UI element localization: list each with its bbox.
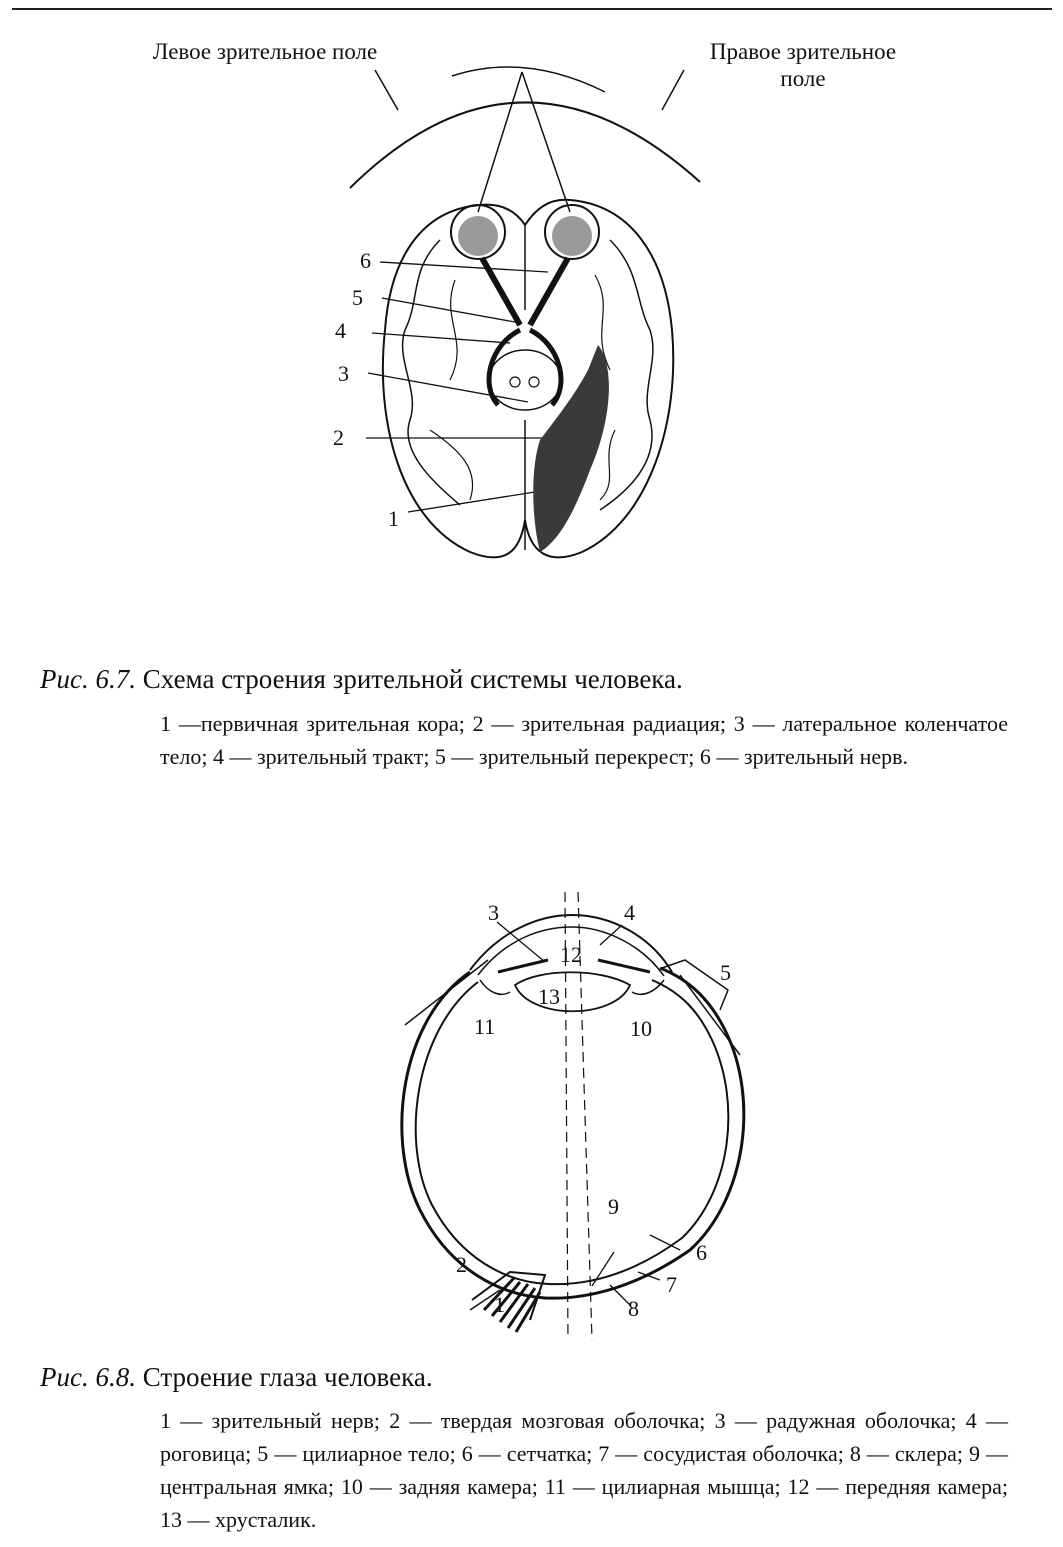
visual-field-arc: [350, 102, 700, 188]
fig2-number-9: 9: [608, 1194, 619, 1219]
sclera: [402, 968, 744, 1298]
fig2-number-1: 1: [494, 1292, 505, 1317]
fig2-number-3: 3: [488, 900, 499, 925]
fig1-number-4: 4: [335, 318, 346, 343]
eye-structure-figure: [0, 880, 1063, 1340]
lens: [515, 972, 630, 1011]
fig1-caption-title: Схема строения зрительной системы человека.: [142, 664, 683, 694]
fig1-number-5: 5: [352, 285, 363, 310]
right-field-pointer: [662, 70, 684, 110]
brain-outline: [383, 200, 673, 558]
fig2-number-7: 7: [666, 1272, 677, 1297]
fig1-caption-number: Рис. 6.7.: [40, 664, 136, 694]
fig2-number-10: 10: [630, 1016, 652, 1041]
fig2-number-6: 6: [696, 1240, 707, 1265]
visual-system-figure: [0, 0, 1063, 640]
right-visual-field-label: Правое зрительное поле: [709, 39, 897, 91]
visual-system-diagram: [0, 0, 1063, 640]
fig1-number-3: 3: [338, 361, 349, 386]
fig2-number-13: 13: [538, 984, 560, 1009]
fig2-number-2: 2: [456, 1252, 467, 1277]
fig1-number-6: 6: [360, 248, 371, 273]
visual-field-inner-arc: [452, 67, 605, 92]
eye-diagram: [0, 880, 1063, 1340]
fig1-number-1: 1: [388, 506, 399, 531]
fig1-legend: 1 —первичная зрительная кора; 2 — зрительная радиация; 3 — латеральное коленчатое тело; 4 — зрительный тракт; 5 — зрительный перекрест; 6 — зрительный нерв.: [160, 711, 1008, 769]
fig2-number-4: 4: [624, 900, 635, 925]
fig2-number-5: 5: [720, 960, 731, 985]
fig2-caption: [40, 1362, 1030, 1392]
fig1-number-2: 2: [333, 425, 344, 450]
left-visual-field-label: Левое зрительное поле: [152, 39, 378, 64]
fig1-caption: [40, 664, 1030, 694]
fig2-caption-title: Строение глаза человека.: [142, 1362, 433, 1392]
left-field-pointer: [375, 70, 398, 110]
visual-cortex-shading: [533, 345, 609, 552]
fig2-number-8: 8: [628, 1296, 639, 1321]
fig2-number-12: 12: [560, 942, 582, 967]
fig2-legend: 1 — зрительный нерв; 2 — твердая мозговая оболочка; 3 — радужная оболочка; 4 — роговица; 5 — цилиарное тело; 6 — сетчатка; 7 — сосудистая оболочка; 8 — склера; 9 — центральная ямка; 10 — задняя камера; 11 — цилиарная мышца; 12 — передняя камера; 13 — хрусталик.: [160, 1408, 1008, 1532]
fig2-caption-number: Рис. 6.8.: [40, 1362, 136, 1392]
fig2-number-11: 11: [474, 1014, 496, 1039]
